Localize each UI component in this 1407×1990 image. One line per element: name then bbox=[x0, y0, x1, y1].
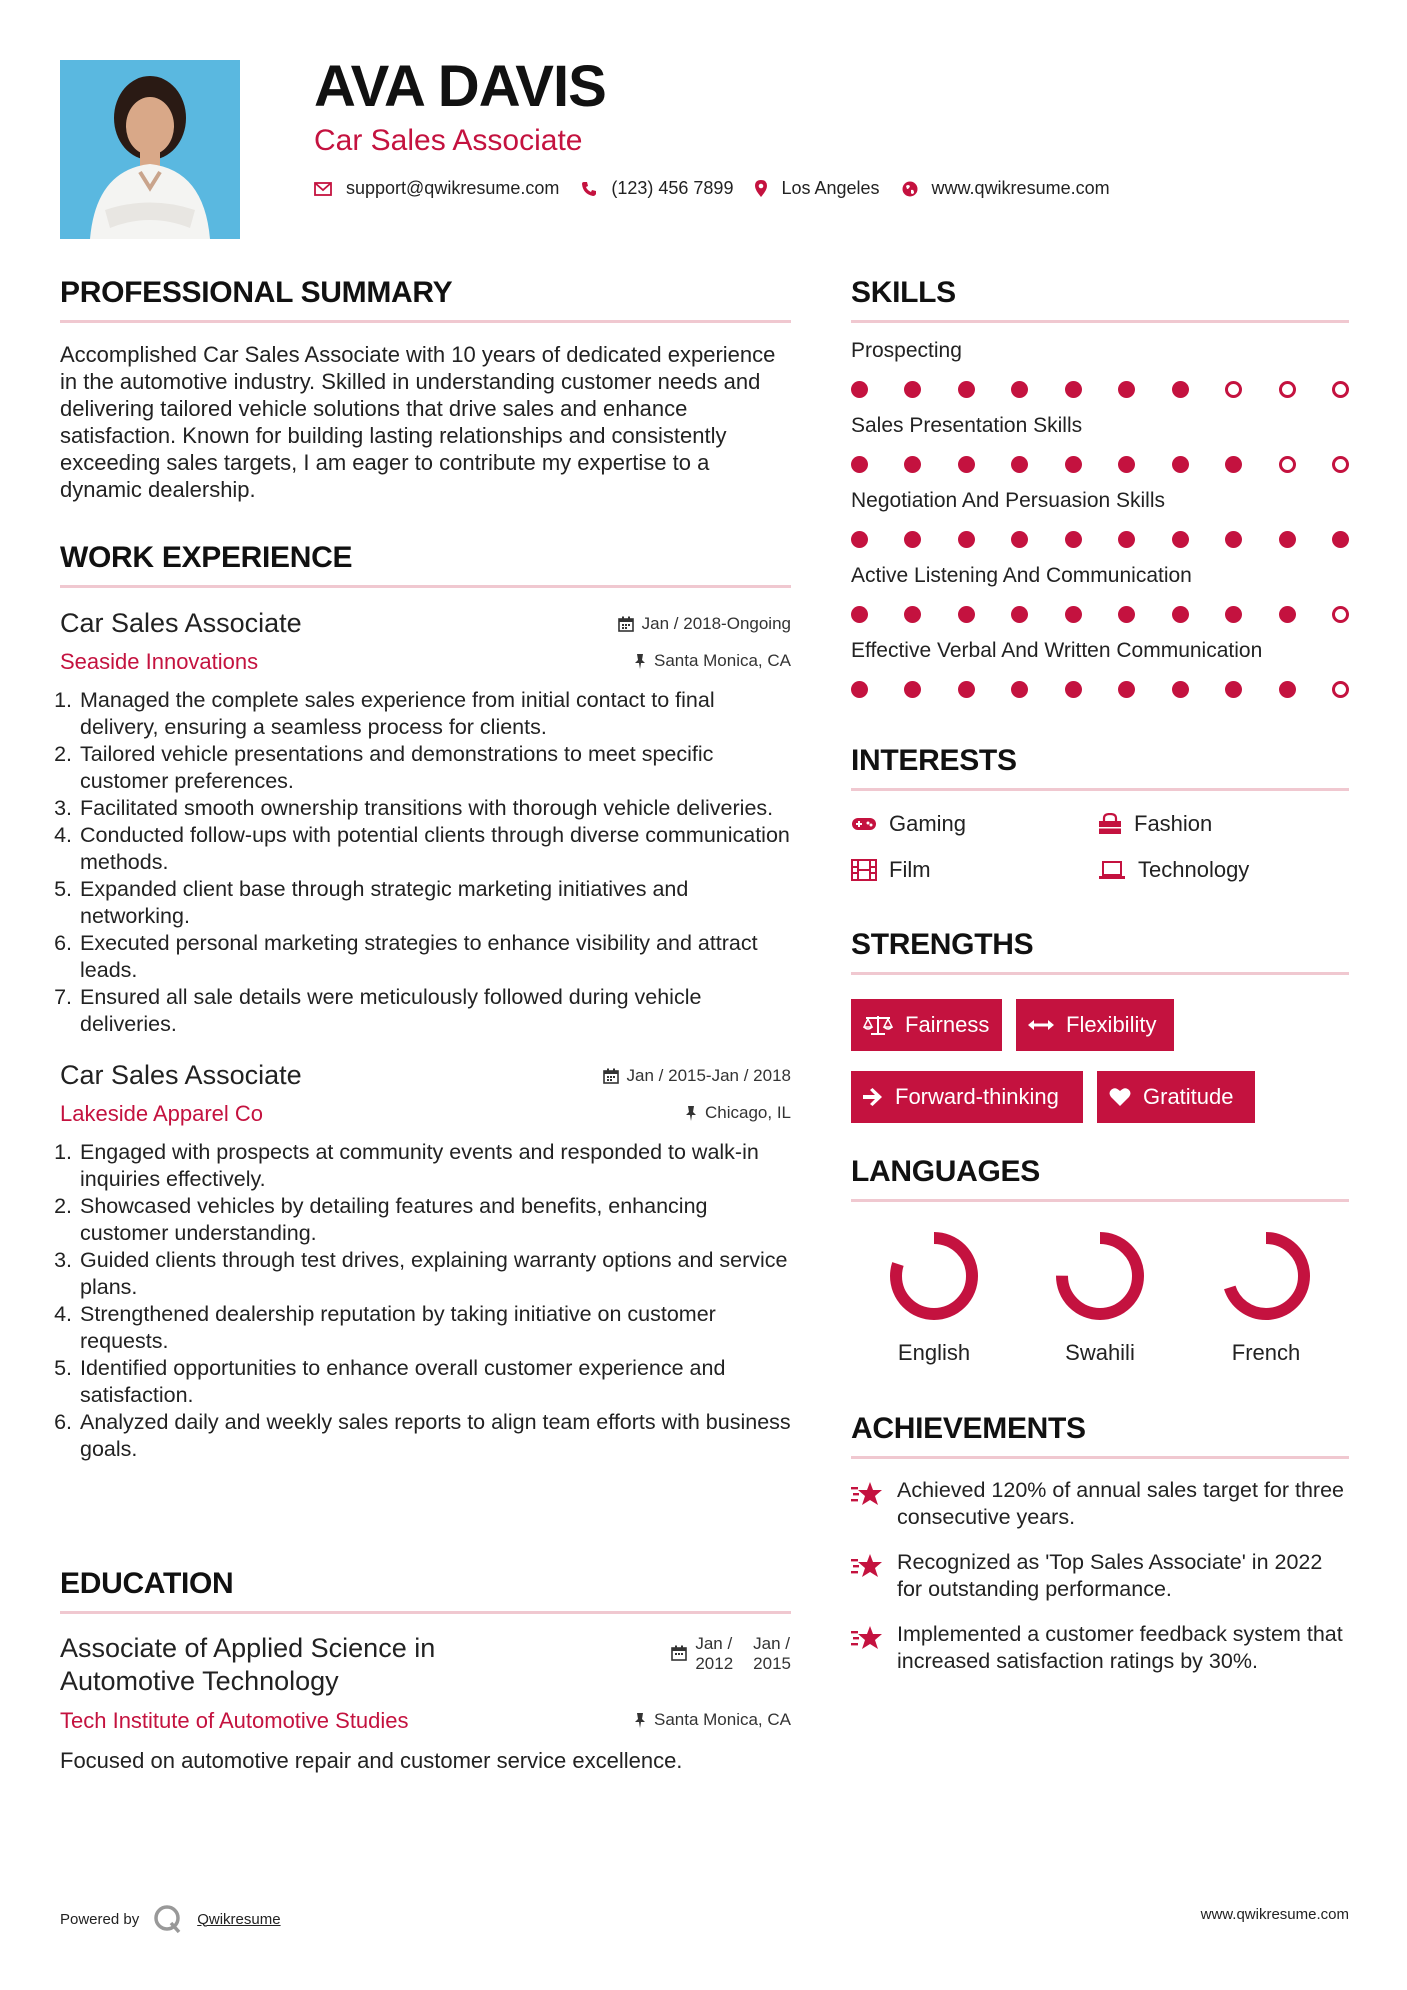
languages-section bbox=[851, 1155, 1349, 1366]
rating-dot-filled bbox=[904, 381, 921, 398]
powered-by-text: Powered by bbox=[60, 1910, 140, 1928]
strengths-section bbox=[851, 928, 1349, 1133]
interest-label: Film bbox=[889, 857, 931, 882]
education-description: Focused on automotive repair and customer service excellence. bbox=[60, 1748, 683, 1773]
school-name: Tech Institute of Automotive Studies bbox=[60, 1708, 409, 1733]
strength-tag bbox=[1097, 1071, 1255, 1123]
education-dates bbox=[671, 1634, 791, 1698]
skill-rating bbox=[851, 381, 1349, 398]
language-item bbox=[1183, 1228, 1349, 1366]
job-title: Car Sales Associate bbox=[60, 1060, 302, 1090]
job-location bbox=[685, 1103, 791, 1123]
achievement-item bbox=[851, 1621, 1349, 1675]
footer-branding bbox=[60, 1904, 281, 1934]
heart-icon bbox=[1109, 1087, 1131, 1107]
pushpin-icon bbox=[685, 1105, 697, 1121]
strength-label: Flexibility bbox=[1066, 1012, 1157, 1037]
achievement-text: Recognized as 'Top Sales Associate' in 2022 for outstanding performance. bbox=[897, 1550, 1323, 1601]
rating-dot-filled bbox=[1332, 531, 1349, 548]
rating-dot-filled bbox=[1011, 606, 1028, 623]
rating-dot-filled bbox=[851, 606, 868, 623]
rating-dot-filled bbox=[851, 681, 868, 698]
rating-dot-filled bbox=[1065, 381, 1082, 398]
contact-bar bbox=[314, 178, 1132, 199]
achievements-heading: ACHIEVEMENTS bbox=[851, 1412, 1086, 1445]
list-item: 6. Executed personal marketing strategies to enhance visibility and attract leads. bbox=[78, 930, 791, 984]
rating-dot-filled bbox=[1172, 681, 1189, 698]
strength-tag bbox=[851, 999, 1002, 1051]
summary-heading: PROFESSIONAL SUMMARY bbox=[60, 276, 453, 309]
job-dates bbox=[603, 1066, 791, 1086]
interest-label: Gaming bbox=[889, 811, 967, 836]
section-divider bbox=[60, 1611, 791, 1614]
rating-dot-empty bbox=[1225, 381, 1242, 398]
education-heading: EDUCATION bbox=[60, 1567, 234, 1600]
list-item: 7. Ensured all sale details were meticulously followed during vehicle deliveries. bbox=[78, 984, 791, 1038]
education-end-month: Jan / bbox=[753, 1634, 791, 1653]
language-item bbox=[1017, 1228, 1183, 1366]
section-divider bbox=[60, 585, 791, 588]
rating-dot-empty bbox=[1332, 681, 1349, 698]
contact-phone[interactable] bbox=[581, 178, 733, 199]
degree-line: Automotive Technology bbox=[60, 1666, 339, 1696]
rating-dot-filled bbox=[1279, 606, 1296, 623]
job-location-text: Santa Monica, CA bbox=[653, 651, 791, 670]
degree-line: Associate of Applied Science in bbox=[60, 1633, 436, 1663]
contact-phone-text: (123) 456 7899 bbox=[611, 178, 734, 198]
rating-dot-filled bbox=[1011, 381, 1028, 398]
rating-dot-filled bbox=[958, 681, 975, 698]
section-divider bbox=[851, 788, 1349, 791]
arrows-horizontal-icon bbox=[1028, 1019, 1054, 1031]
language-item bbox=[851, 1228, 1017, 1366]
achievement-item bbox=[851, 1549, 1349, 1603]
skill-name: Prospecting bbox=[851, 339, 962, 362]
rating-dot-filled bbox=[1225, 606, 1242, 623]
rating-dot-filled bbox=[1065, 456, 1082, 473]
rating-dot-filled bbox=[1225, 456, 1242, 473]
shopping-bag-icon bbox=[1098, 813, 1122, 835]
achievements-section bbox=[851, 1412, 1349, 1675]
rating-dot-filled bbox=[1118, 456, 1135, 473]
skills-list bbox=[851, 339, 1349, 698]
rating-dot-empty bbox=[1279, 456, 1296, 473]
map-pin-icon bbox=[755, 180, 767, 197]
interests-heading: INTERESTS bbox=[851, 744, 1017, 777]
language-gauge bbox=[1218, 1228, 1314, 1324]
contact-email[interactable] bbox=[314, 178, 559, 199]
contact-location-text: Los Angeles bbox=[781, 178, 880, 198]
rating-dot-empty bbox=[1332, 381, 1349, 398]
job-dates-text: Jan / 2018-Ongoing bbox=[641, 614, 791, 633]
rating-dot-filled bbox=[1118, 606, 1135, 623]
strength-label: Fairness bbox=[905, 1012, 990, 1037]
company-name: Seaside Innovations bbox=[60, 649, 259, 674]
list-item: 2. Showcased vehicles by detailing features and benefits, enhancing customer understanding. bbox=[78, 1193, 791, 1247]
strength-tag bbox=[1016, 999, 1174, 1051]
rating-dot-filled bbox=[1118, 681, 1135, 698]
education-end-year: 2015 bbox=[753, 1654, 791, 1673]
company-name: Lakeside Apparel Co bbox=[60, 1101, 264, 1126]
section-divider bbox=[851, 1199, 1349, 1202]
calendar-icon bbox=[671, 1645, 687, 1661]
rating-dot-filled bbox=[958, 531, 975, 548]
section-divider bbox=[60, 320, 791, 323]
education-start-month: Jan / bbox=[695, 1634, 733, 1653]
rating-dot-filled bbox=[958, 381, 975, 398]
language-name: English bbox=[897, 1340, 971, 1365]
skill-name: Negotiation And Persuasion Skills bbox=[851, 489, 1166, 512]
calendar-icon bbox=[618, 616, 634, 632]
interest-item bbox=[851, 811, 1098, 837]
job-entry bbox=[60, 1060, 791, 1463]
degree-title bbox=[60, 1632, 435, 1698]
strength-tag bbox=[851, 1071, 1083, 1123]
profile-photo bbox=[60, 60, 240, 239]
phone-icon bbox=[581, 181, 597, 197]
language-name: French bbox=[1231, 1340, 1301, 1365]
film-icon bbox=[851, 859, 877, 881]
section-divider bbox=[851, 972, 1349, 975]
education-section bbox=[60, 1567, 791, 1774]
rating-dot-filled bbox=[1011, 456, 1028, 473]
list-item: 5. Identified opportunities to enhance overall customer experience and satisfaction. bbox=[78, 1355, 791, 1409]
list-item: 1. Engaged with prospects at community events and responded to walk-in inquiries effectively. bbox=[78, 1139, 791, 1193]
strengths-heading: STRENGTHS bbox=[851, 928, 1034, 961]
achievement-item bbox=[851, 1477, 1349, 1531]
contact-website-text: www.qwikresume.com bbox=[931, 178, 1110, 198]
rating-dot-filled bbox=[904, 456, 921, 473]
rating-dot-filled bbox=[851, 381, 868, 398]
rating-dot-filled bbox=[1279, 681, 1296, 698]
experience-heading: WORK EXPERIENCE bbox=[60, 541, 353, 574]
candidate-title: Car Sales Associate bbox=[314, 124, 583, 157]
interest-item bbox=[1098, 857, 1345, 883]
rating-dot-filled bbox=[904, 681, 921, 698]
contact-email-text: support@qwikresume.com bbox=[346, 178, 560, 198]
interest-label: Technology bbox=[1138, 857, 1250, 882]
star-icon bbox=[851, 1481, 883, 1507]
rating-dot-filled bbox=[1011, 531, 1028, 548]
skill-name: Sales Presentation Skills bbox=[851, 414, 1083, 437]
globe-icon bbox=[902, 181, 918, 197]
star-icon bbox=[851, 1553, 883, 1579]
language-name: Swahili bbox=[1065, 1340, 1135, 1365]
list-item: 4. Conducted follow-ups with potential clients through diverse communication methods. bbox=[78, 822, 791, 876]
section-divider bbox=[851, 1456, 1349, 1459]
rating-dot-filled bbox=[1279, 531, 1296, 548]
rating-dot-filled bbox=[1172, 606, 1189, 623]
skills-heading: SKILLS bbox=[851, 276, 956, 309]
skill-name: Effective Verbal And Written Communication bbox=[851, 639, 1263, 662]
rating-dot-filled bbox=[958, 456, 975, 473]
rating-dot-filled bbox=[958, 606, 975, 623]
education-location-text: Santa Monica, CA bbox=[653, 1710, 791, 1729]
rating-dot-filled bbox=[1065, 531, 1082, 548]
list-item: 6. Analyzed daily and weekly sales reports to align team efforts with business goals. bbox=[78, 1409, 791, 1463]
skill-rating bbox=[851, 606, 1349, 623]
pushpin-icon bbox=[634, 1712, 646, 1728]
qwikresume-logo-icon bbox=[153, 1904, 183, 1934]
list-item: 3. Facilitated smooth ownership transitions with thorough vehicle deliveries. bbox=[78, 795, 791, 822]
skill-rating bbox=[851, 531, 1349, 548]
footer-website[interactable]: www.qwikresume.com bbox=[1200, 1906, 1349, 1923]
rating-dot-filled bbox=[1065, 681, 1082, 698]
achievement-text: Achieved 120% of annual sales target for three consecutive years. bbox=[897, 1478, 1345, 1529]
job-title: Car Sales Associate bbox=[60, 608, 302, 638]
candidate-name: AVA DAVIS bbox=[314, 54, 606, 119]
rating-dot-filled bbox=[904, 606, 921, 623]
pushpin-icon bbox=[634, 653, 646, 669]
interests-section bbox=[851, 744, 1349, 883]
education-location bbox=[634, 1710, 791, 1730]
job-location bbox=[634, 651, 791, 671]
calendar-icon bbox=[603, 1068, 619, 1084]
languages-heading: LANGUAGES bbox=[851, 1155, 1040, 1188]
job-entry bbox=[60, 608, 791, 1038]
rating-dot-filled bbox=[1225, 681, 1242, 698]
rating-dot-filled bbox=[851, 456, 868, 473]
summary-text: Accomplished Car Sales Associate with 10 years of dedicated experience in the automotive industry. Skilled in understanding customer needs and delivering tailored vehicle solutions that drive sales and enhance satisfaction. Known for building lasting relationships and consistently exceeding sales targets, I am eager to contribute my expertise to a dynamic dealership. bbox=[60, 342, 776, 502]
rating-dot-filled bbox=[851, 531, 868, 548]
task-list bbox=[60, 1139, 791, 1463]
rating-dot-filled bbox=[904, 531, 921, 548]
rating-dot-empty bbox=[1332, 456, 1349, 473]
skill-rating bbox=[851, 456, 1349, 473]
rating-dot-empty bbox=[1332, 606, 1349, 623]
rating-dot-empty bbox=[1279, 381, 1296, 398]
task-list bbox=[60, 687, 791, 1038]
rating-dot-filled bbox=[1011, 681, 1028, 698]
balance-scale-icon bbox=[863, 1014, 893, 1036]
rating-dot-filled bbox=[1172, 456, 1189, 473]
skills-section bbox=[851, 276, 1349, 698]
interest-item bbox=[851, 857, 1098, 883]
experience-section bbox=[60, 541, 791, 1463]
skill-rating bbox=[851, 681, 1349, 698]
job-location-text: Chicago, IL bbox=[705, 1103, 791, 1122]
strength-label: Forward-thinking bbox=[895, 1084, 1059, 1109]
achievement-text: Implemented a customer feedback system that increased satisfaction ratings by 30%. bbox=[897, 1622, 1343, 1673]
list-item: 3. Guided clients through test drives, explaining warranty options and service plans. bbox=[78, 1247, 791, 1301]
star-icon bbox=[851, 1625, 883, 1651]
list-item: 1. Managed the complete sales experience from initial contact to final delivery, ensuring a seamless process for clients. bbox=[78, 687, 791, 741]
interest-item bbox=[1098, 811, 1345, 837]
language-gauge bbox=[886, 1228, 982, 1324]
job-dates-text: Jan / 2015-Jan / 2018 bbox=[626, 1066, 791, 1085]
rating-dot-filled bbox=[1225, 531, 1242, 548]
rating-dot-filled bbox=[1118, 381, 1135, 398]
rating-dot-filled bbox=[1065, 606, 1082, 623]
job-dates bbox=[618, 614, 791, 634]
language-gauge bbox=[1052, 1228, 1148, 1324]
contact-website[interactable] bbox=[902, 178, 1110, 199]
arrow-right-icon bbox=[863, 1088, 883, 1106]
contact-location bbox=[755, 178, 879, 199]
interest-label: Fashion bbox=[1134, 811, 1213, 836]
list-item: 4. Strengthened dealership reputation by taking initiative on customer requests. bbox=[78, 1301, 791, 1355]
envelope-icon bbox=[314, 182, 332, 196]
education-start-year: 2012 bbox=[695, 1654, 734, 1673]
gamepad-icon bbox=[851, 816, 877, 832]
summary-section bbox=[60, 276, 791, 503]
rating-dot-filled bbox=[1172, 531, 1189, 548]
rating-dot-filled bbox=[1118, 531, 1135, 548]
skill-name: Active Listening And Communication bbox=[851, 564, 1192, 587]
laptop-icon bbox=[1098, 860, 1126, 880]
section-divider bbox=[851, 320, 1349, 323]
strength-label: Gratitude bbox=[1143, 1084, 1234, 1109]
languages-list bbox=[851, 1228, 1349, 1366]
list-item: 2. Tailored vehicle presentations and demonstrations to meet specific customer preferences. bbox=[78, 741, 791, 795]
rating-dot-filled bbox=[1172, 381, 1189, 398]
list-item: 5. Expanded client base through strategic marketing initiatives and networking. bbox=[78, 876, 791, 930]
brand-link[interactable]: Qwikresume bbox=[197, 1910, 281, 1928]
